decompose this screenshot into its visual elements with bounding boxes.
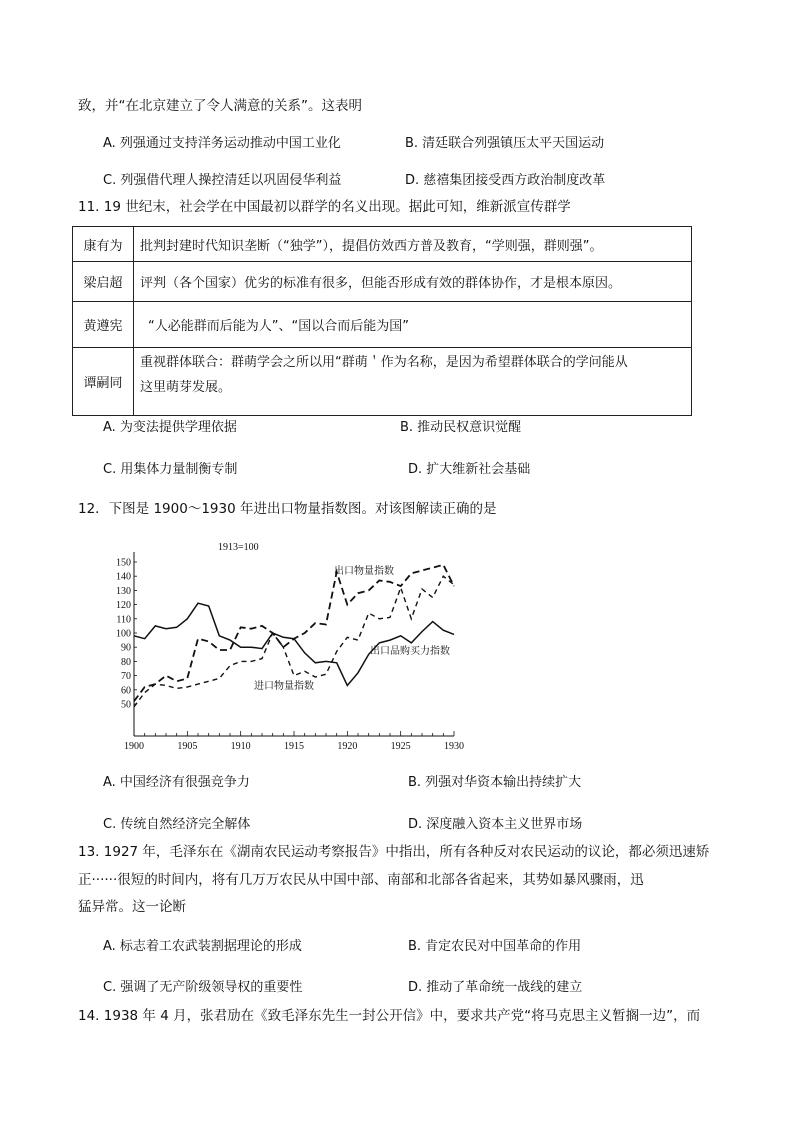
x-tick-label: 1920 — [337, 741, 358, 752]
q13-stem-line-3: 猛异常。这一论断 — [78, 899, 186, 915]
q13-option-d: D. 推动了革命统一战线的建立 — [408, 980, 583, 995]
q11-stem: 11. 19 世纪末，社会学在中国最初以群学的名义出现。据此可知，维新派宣传群学 — [78, 199, 571, 215]
y-tick-label: 60 — [121, 685, 131, 697]
table-cell-content: 批判封建时代知识垄断（“独学”），提倡仿效西方普及教育，“学则强，群则强”。 — [134, 227, 692, 262]
x-tick-label: 1930 — [444, 741, 464, 752]
q11-table — [72, 226, 692, 416]
table-cell-name: 谭嗣同 — [73, 348, 134, 416]
q10-option-a: A. 列强通过支持洋务运动推动中国工业化 — [103, 136, 341, 151]
y-tick-label: 110 — [116, 614, 131, 626]
q10-option-b: B. 清廷联合列强镇压太平天国运动 — [405, 136, 605, 151]
table-cell-line: 重视群体联合：群萌学会之所以用“群萌＇作为名称，是因为希望群体联合的学问能从 — [140, 355, 628, 370]
table-row — [73, 227, 692, 262]
q11-option-b: B. 推动民权意识觉醒 — [400, 420, 522, 435]
series-label-export-purchasing-power: 出口品购买力指数 — [370, 646, 450, 657]
series-label-export-volume: 出口物量指数 — [334, 566, 394, 577]
q12-option-b: B. 列强对华资本输出持续扩大 — [408, 775, 582, 790]
q12-option-d: D. 深度融入资本主义世界市场 — [408, 817, 583, 832]
x-tick-label: 1905 — [177, 741, 198, 752]
q10-option-d: D. 慈禧集团接受西方政治制度改革 — [405, 173, 606, 188]
q14-stem-line-1: 14. 1938 年 4 月，张君劢在《致毛泽东先生一封公开信》中，要求共产党“将马克思主义暂搁一边”，而 — [78, 1008, 701, 1024]
q13-option-a: A. 标志着工农武装割据理论的形成 — [103, 939, 302, 954]
y-tick-label: 80 — [121, 656, 131, 668]
y-tick-label: 50 — [121, 699, 131, 711]
q11-option-a: A. 为变法提供学理依据 — [103, 420, 237, 435]
table-row — [73, 262, 692, 302]
q13-option-c: C. 强调了无产阶级领导权的重要性 — [103, 980, 303, 995]
q12-option-c: C. 传统自然经济完全解体 — [103, 817, 251, 832]
y-tick-label: 140 — [116, 571, 131, 583]
q13-option-b: B. 肯定农民对中国革命的作用 — [408, 939, 582, 954]
q10-stem-tail: 致，并“在北京建立了令人满意的关系”。这表明 — [78, 98, 362, 114]
x-tick-label: 1900 — [124, 741, 144, 752]
y-tick-label: 90 — [121, 642, 131, 654]
q11-option-d: D. 扩大维新社会基础 — [408, 462, 531, 477]
q11-option-c: C. 用集体力量制衡专制 — [103, 462, 238, 477]
x-tick-label: 1915 — [284, 741, 304, 752]
table-cell-name: 黄遵宪 — [73, 302, 134, 348]
x-tick-label: 1910 — [230, 741, 251, 752]
y-tick-label: 150 — [116, 557, 131, 569]
table-cell-content: 评判（各个国家）优劣的标准有很多，但能否形成有效的群体协作，才是根本原因。 — [134, 262, 692, 302]
q13-stem-line-1: 13. 1927 年，毛泽东在《湖南农民运动考察报告》中指出，所有各种反对农民运动的议论，都必须迅速矫 — [78, 844, 710, 860]
y-tick-label: 100 — [116, 628, 131, 640]
q12-stem: 12．下图是 1900～1930 年进出口物量指数图。对该图解读正确的是 — [78, 501, 497, 517]
table-cell-content: “人必能群而后能为人”、“国以合而后能为国” — [134, 302, 692, 348]
import-export-index-chart — [108, 532, 478, 754]
series-line-export-purchasing-power — [134, 603, 454, 685]
y-tick-label: 70 — [121, 671, 131, 683]
table-cell-name: 梁启超 — [73, 262, 134, 302]
y-tick-label: 130 — [116, 585, 131, 597]
chart-note-label: 1913=100 — [218, 542, 259, 553]
q13-stem-line-2: 正······很短的时间内，将有几万万农民从中国中部、南部和北部各省起来，其势如暴风骤雨，迅 — [78, 872, 644, 888]
y-tick-label: 120 — [116, 600, 131, 612]
series-label-import-volume: 进口物量指数 — [254, 681, 314, 692]
x-tick-label: 1925 — [390, 741, 411, 752]
table-cell-line: 这里萌芽发展。 — [140, 380, 232, 395]
q10-option-c: C. 列强借代理人操控清廷以巩固侵华利益 — [103, 173, 342, 188]
table-row — [73, 302, 692, 348]
table-row — [73, 348, 692, 416]
table-cell-content — [134, 348, 692, 416]
q12-option-a: A. 中国经济有很强竞争力 — [103, 775, 250, 790]
table-cell-name: 康有为 — [73, 227, 134, 262]
